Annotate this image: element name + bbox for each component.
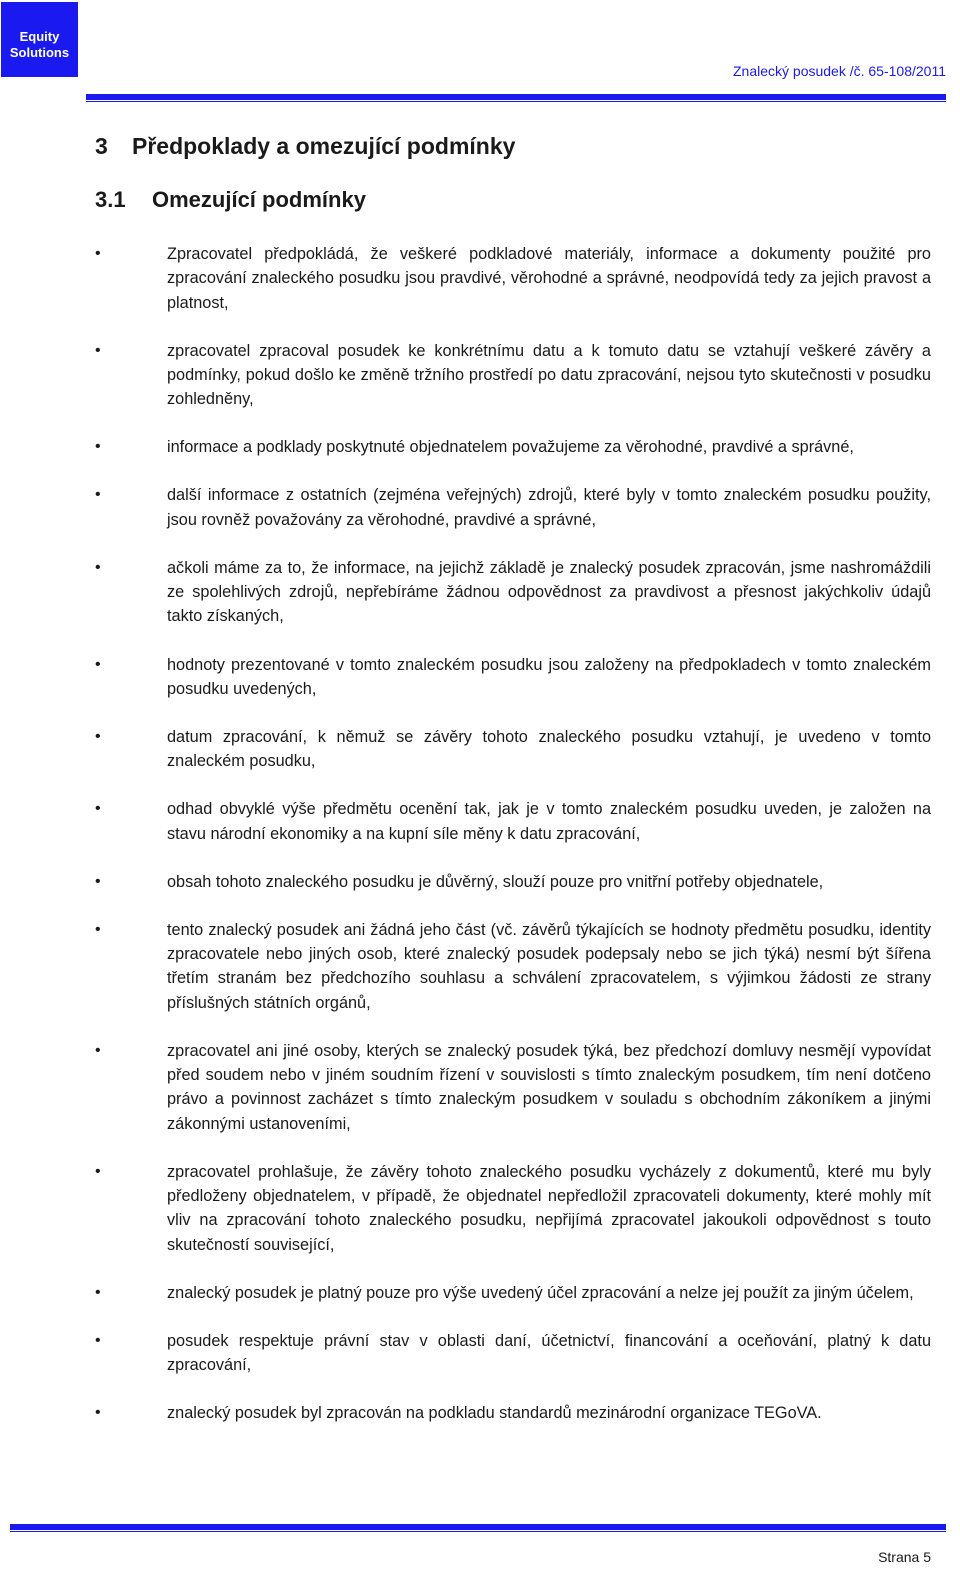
list-item-text: znalecký posudek byl zpracován na podkladu standardů mezinárodní organizace TEGoVA. <box>167 1404 822 1423</box>
list-item-text: další informace z ostatních (zejména veřejných) zdrojů, které byly v tomto znaleckém posudku použity, jsou rovněž považovány za věrohodné, pravdivé a správné, <box>167 486 931 529</box>
bullet: • <box>95 920 101 938</box>
document-reference: Znalecký posudek /č. 65-108/2011 <box>733 63 946 79</box>
bullet: • <box>95 245 101 262</box>
list-item-text: odhad obvyklé výše předmětu ocenění tak, jak je v tomto znaleckém posudku uveden, je založen na stavu národní ekonomiky a na kupní síle měny k datu zpracování, <box>167 800 931 843</box>
bullet: • <box>95 655 101 673</box>
subsection-number: 3.1 <box>95 187 126 212</box>
bullet: • <box>95 872 101 890</box>
page-number: Strana 5 <box>878 1549 931 1565</box>
bullet: • <box>95 1041 101 1059</box>
section-title: Předpoklady a omezující podmínky <box>132 133 516 159</box>
section-number: 3 <box>95 133 108 159</box>
list-item <box>95 1329 931 1378</box>
list-item-text: ačkoli máme za to, že informace, na jejichž základě je znalecký posudek zpracován, jsme nashromáždili ze spolehlivých zdrojů, nepřebíráme žádnou odpovědnost za pravdivost a přesnost jakýchkoliv údajů takto získaných, <box>167 558 931 626</box>
list-item-text: tento znalecký posudek ani žádná jeho část (vč. závěrů týkajících se hodnoty předmětu posudku, identity zpracovatele nebo jiných osob, které znalecký posudek podepsaly nebo se jich týká) nesmí být šířena třetím stranám bez předchozího souhlasu a schválení zpracovatelem, s výjimkou žádosti ze strany příslušných státních orgánů, <box>167 920 931 1012</box>
list-item <box>95 1160 931 1257</box>
header-divider <box>86 94 946 100</box>
list-item-text: datum zpracování, k němuž se závěry tohoto znaleckého posudku vztahují, je uvedeno v tomto znaleckém posudku, <box>167 727 931 771</box>
bullet: • <box>95 558 101 576</box>
subsection-heading <box>95 187 366 213</box>
bullet: • <box>95 1162 101 1180</box>
section-heading <box>95 133 515 160</box>
list-item <box>95 725 931 774</box>
subsection-title: Omezující podmínky <box>152 187 366 212</box>
list-item-text: znalecký posudek je platný pouze pro výše uvedený účel zpracování a nelze jej použít za jiným účelem, <box>167 1283 914 1302</box>
list-item <box>95 870 931 894</box>
logo-line-1: Equity <box>19 28 60 44</box>
list-item-text: zpracovatel zpracoval posudek ke konkrétnímu datu a k tomuto datu se vztahují veškeré závěry a podmínky, pokud došlo ke změně tržního prostředí po datu zpracování, nejsou tyto skutečnosti v posudku zohledněny, <box>167 341 931 409</box>
logo-line-2: Solutions <box>9 44 70 60</box>
list-item-text: Zpracovatel předpokládá, že veškeré podkladové materiály, informace a dokumenty použité pro zpracování znaleckého posudku jsou pravdivé, věrohodné a správné, neodpovídá tedy za jejich pravost a platnost, <box>167 245 931 312</box>
list-item-text: informace a podklady poskytnuté objednatelem považujeme za věrohodné, pravdivé a správné, <box>167 438 854 457</box>
list-item <box>95 797 931 846</box>
list-item <box>95 1039 931 1136</box>
bullet: • <box>95 486 101 504</box>
company-logo <box>1 2 78 77</box>
list-item-text: zpracovatel prohlašuje, že závěry tohoto znaleckého posudku vycházely z dokumentů, které mu byly předloženy objednatelem, v případě, že objednatel nepředložil zpracovateli dokumenty, které mohly mít vliv na zpracování tohoto znaleckého posudku, nepřijímá zpracovatel jakoukoli odpovědnost s touto skutečností související, <box>167 1162 931 1254</box>
list-item <box>95 435 931 459</box>
list-item-text: zpracovatel ani jiné osoby, kterých se znalecký posudek týká, bez předchozí domluvy nesmějí vypovídat před soudem nebo v jiném soudním řízení v souvislosti s tímto znaleckým posudkem, tím není dotčeno právo a povinnost zacházet s tímto znaleckým posudkem v souladu s obchodním zákoníkem a jinými zákonnými ustanoveními, <box>167 1041 931 1133</box>
list-item-text: obsah tohoto znaleckého posudku je důvěrný, slouží pouze pro vnitřní potřeby objednatele, <box>167 872 824 891</box>
bullet: • <box>95 1283 101 1301</box>
bullet: • <box>95 438 101 456</box>
list-item <box>95 918 931 1015</box>
list-item <box>95 1281 931 1305</box>
list-item <box>95 242 931 315</box>
conditions-list <box>95 242 931 1449</box>
bullet: • <box>95 727 101 745</box>
bullet: • <box>95 1404 101 1422</box>
list-item <box>95 556 931 629</box>
bullet: • <box>95 341 101 359</box>
footer-divider <box>10 1524 946 1530</box>
list-item <box>95 483 931 532</box>
bullet: • <box>95 800 101 818</box>
list-item-text: posudek respektuje právní stav v oblasti daní, účetnictví, financování a oceňování, platný k datu zpracování, <box>167 1331 931 1375</box>
list-item <box>95 653 931 702</box>
bullet: • <box>95 1331 101 1349</box>
list-item <box>95 339 931 412</box>
list-item-text: hodnoty prezentované v tomto znaleckém posudku jsou založeny na předpokladech v tomto znaleckém posudku uvedených, <box>167 655 931 698</box>
list-item <box>95 1401 931 1425</box>
